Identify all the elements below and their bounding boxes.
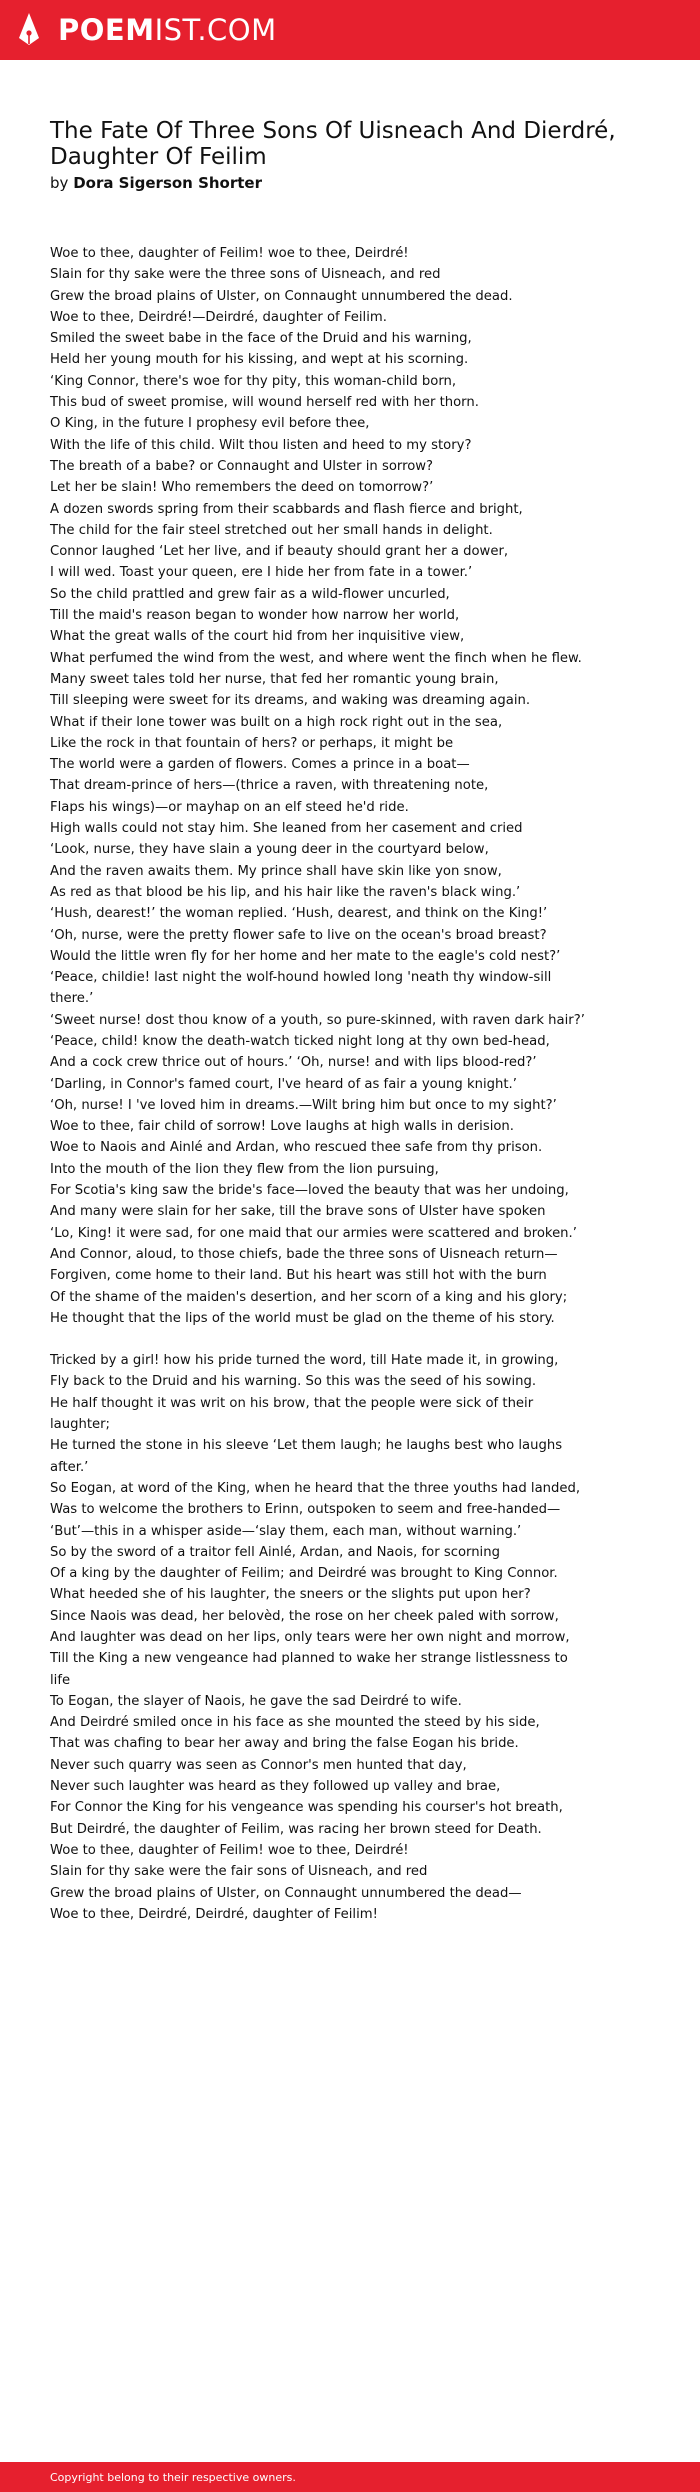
author-link[interactable]: Dora Sigerson Shorter	[73, 174, 262, 192]
poem-body	[50, 243, 590, 1946]
poem-line: ‘Oh, nurse! I 've loved him in dreams.—Wilt bring him but once to my sight?’	[50, 1097, 557, 1113]
poem-line: But Deirdré, the daughter of Feilim, was racing her brown steed for Death.	[50, 1821, 542, 1837]
by-label: by	[50, 174, 69, 192]
poem-line: Never such laughter was heard as they followed up valley and brae,	[50, 1779, 501, 1795]
poem-line: Like the rock in that fountain of hers? or perhaps, it might be	[50, 735, 454, 751]
logo-bold-text: POEM	[58, 13, 155, 47]
poem-line: He half thought it was writ on his brow, that the people were sick of their laughter;	[50, 1395, 534, 1433]
poem-title: The Fate Of Three Sons Of Uisneach And Dierdré, Daughter Of Feilim	[50, 118, 616, 170]
poem-line: ‘Darling, in Connor's famed court, I've heard of as fair a young knight.’	[50, 1076, 517, 1092]
poem-line: So by the sword of a traitor fell Ainlé, Ardan, and Naois, for scorning	[50, 1544, 500, 1560]
poem-line: Many sweet tales told her nurse, that fed her romantic young brain,	[50, 671, 499, 687]
poem-line: What if their lone tower was built on a high rock right out in the sea,	[50, 714, 503, 730]
poem-line: Fly back to the Druid and his warning. So this was the seed of his sowing.	[50, 1374, 537, 1390]
poem-line: And Deirdré smiled once in his face as she mounted the steed by his side,	[50, 1715, 540, 1731]
poem-line: And Connor, aloud, to those chiefs, bade the three sons of Uisneach return—	[50, 1246, 558, 1262]
poem-line: That was chafing to bear her away and bring the false Eogan his bride.	[50, 1736, 519, 1752]
poem-line: Would the little wren fly for her home and her mate to the eagle's cold nest?’	[50, 948, 561, 964]
poem-line: Let her be slain! Who remembers the deed on tomorrow?’	[50, 480, 434, 496]
poem-line: Woe to thee, daughter of Feilim! woe to thee, Deirdré!	[50, 246, 409, 261]
poem-line: And a cock crew thrice out of hours.’ ‘Oh, nurse! and with lips blood-red?’	[50, 1055, 537, 1071]
poem-line: To Eogan, the slayer of Naois, he gave the sad Deirdré to wife.	[50, 1693, 462, 1709]
poem-line: Woe to thee, fair child of sorrow! Love laughs at high walls in derision.	[50, 1119, 514, 1135]
poem-line: A dozen swords spring from their scabbards and flash fierce and bright,	[50, 501, 523, 517]
poem-line: ‘Oh, nurse, were the pretty flower safe to live on the ocean's broad breast?	[50, 927, 547, 943]
poem-line: Grew the broad plains of Ulster, on Connaught unnumbered the dead.	[50, 288, 513, 304]
poem-line: Woe to Naois and Ainlé and Ardan, who rescued thee safe from thy prison.	[50, 1140, 543, 1156]
poem-line: Till sleeping were sweet for its dreams, and waking was dreaming again.	[50, 693, 531, 709]
poem-line: ‘King Connor, there's woe for thy pity, this woman-child born,	[50, 373, 457, 389]
pen-nib-icon[interactable]	[18, 12, 40, 48]
poem-line: ‘Peace, childie! last night the wolf-hound howled long 'neath thy window-sill there.’	[50, 970, 552, 1007]
poem-line: Into the mouth of the lion they flew from the lion pursuing,	[50, 1161, 439, 1177]
poem-line: Tricked by a girl! how his pride turned the word, till Hate made it, in growing,	[50, 1353, 559, 1369]
stanza	[50, 1350, 590, 1925]
site-footer	[0, 2462, 700, 2492]
poem-line: Slain for thy sake were the three sons of Uisneach, and red	[50, 267, 441, 283]
poem-line: High walls could not stay him. She leaned from her casement and cried	[50, 821, 523, 837]
poem-line: What perfumed the wind from the west, and where went the finch when he flew.	[50, 650, 582, 666]
poem-line: Woe to thee, Deirdré, Deirdré, daughter of Feilim!	[50, 1906, 378, 1922]
poem-line: So Eogan, at word of the King, when he heard that the three youths had landed,	[50, 1480, 581, 1496]
poem-line: Was to welcome the brothers to Erinn, outspoken to seem and free-handed—	[50, 1502, 561, 1518]
poem-line: Connor laughed ‘Let her live, and if beauty should grant her a dower,	[50, 544, 509, 560]
poem-line: As red as that blood be his lip, and his hair like the raven's black wing.’	[50, 884, 521, 900]
poem-line: And many were slain for her sake, till the brave sons of Ulster have spoken	[50, 1204, 546, 1220]
poem-line: Woe to thee, Deirdré!—Deirdré, daughter of Feilim.	[50, 309, 387, 325]
logo-light-text: IST.COM	[154, 13, 277, 47]
poem-line: Woe to thee, daughter of Feilim! woe to thee, Deirdré!	[50, 1842, 409, 1858]
poem-line: And the raven awaits them. My prince shall have skin like yon snow,	[50, 863, 502, 879]
poem-line: I will wed. Toast your queen, ere I hide her from fate in a tower.’	[50, 565, 473, 581]
poem-line: ‘Lo, King! it were sad, for one maid that our armies were scattered and broken.’	[50, 1225, 577, 1241]
site-header	[0, 0, 700, 60]
poem-line: That dream-prince of hers—(thrice a raven, with threatening note,	[50, 778, 489, 794]
poem-line: He turned the stone in his sleeve ‘Let them laugh; he laughs best who laughs after.’	[50, 1438, 563, 1475]
poem-line: Till the maid's reason began to wonder how narrow her world,	[50, 608, 460, 624]
poem-line: The child for the fair steel stretched out her small hands in delight.	[50, 522, 493, 538]
poem-line: O King, in the future I prophesy evil before thee,	[50, 416, 370, 432]
poem-line: For Connor the King for his vengeance was spending his courser's hot breath,	[50, 1800, 563, 1816]
poem-line: With the life of this child. Wilt thou listen and heed to my story?	[50, 437, 472, 453]
poem-line: Of the shame of the maiden's desertion, and her scorn of a king and his glory;	[50, 1289, 568, 1305]
poem-line: ‘Look, nurse, they have slain a young deer in the courtyard below,	[50, 842, 489, 858]
site-logo-link[interactable]	[58, 13, 277, 47]
poem-line: Forgiven, come home to their land. But his heart was still hot with the burn	[50, 1268, 547, 1284]
poem-line: Slain for thy sake were the fair sons of Uisneach, and red	[50, 1864, 428, 1880]
poem-line: So the child prattled and grew fair as a wild-flower uncurled,	[50, 586, 450, 602]
poem-line: Held her young mouth for his kissing, and wept at his scorning.	[50, 352, 469, 368]
poem-line: What the great walls of the court hid from her inquisitive view,	[50, 629, 465, 645]
stanza	[50, 243, 590, 1329]
poem-line: What heeded she of his laughter, the sneers or the slights put upon her?	[50, 1587, 531, 1603]
byline	[50, 173, 262, 193]
poem-line: Flaps his wings)—or mayhap on an elf steed he'd ride.	[50, 799, 409, 815]
poem-line: For Scotia's king saw the bride's face—loved the beauty that was her undoing,	[50, 1183, 569, 1199]
poem-line: He thought that the lips of the world must be glad on the theme of his story.	[50, 1310, 555, 1326]
poem-line: Grew the broad plains of Ulster, on Connaught unnumbered the dead—	[50, 1885, 522, 1901]
copyright-text: Copyright belong to their respective owners.	[50, 2470, 296, 2484]
poem-line: And laughter was dead on her lips, only tears were her own night and morrow,	[50, 1630, 570, 1645]
poem-line: Never such quarry was seen as Connor's men hunted that day,	[50, 1757, 467, 1773]
poem-line: ‘Hush, dearest!’ the woman replied. ‘Hush, dearest, and think on the King!’	[50, 906, 548, 922]
poem-line: Of a king by the daughter of Feilim; and Deirdré was brought to King Connor.	[50, 1566, 558, 1582]
poem-line: ‘Peace, child! know the death-watch ticked night long at thy own bed-head,	[50, 1033, 550, 1049]
poem-line: Smiled the sweet babe in the face of the Druid and his warning,	[50, 331, 472, 347]
poem-line: This bud of sweet promise, will wound herself red with her thorn.	[50, 395, 479, 411]
poem-line: The world were a garden of flowers. Comes a prince in a boat—	[50, 757, 470, 773]
poem-line: Till the King a new vengeance had planned to wake her strange listlessness to life	[50, 1651, 568, 1688]
poem-line: The breath of a babe? or Connaught and Ulster in sorrow?	[50, 458, 434, 474]
poem-line: ‘But’—this in a whisper aside—‘slay them, each man, without warning.’	[50, 1523, 522, 1539]
poem-line: ‘Sweet nurse! dost thou know of a youth, so pure-skinned, with raven dark hair?’	[50, 1012, 585, 1028]
poem-line: Since Naois was dead, her belovèd, the rose on her cheek paled with sorrow,	[50, 1608, 559, 1624]
